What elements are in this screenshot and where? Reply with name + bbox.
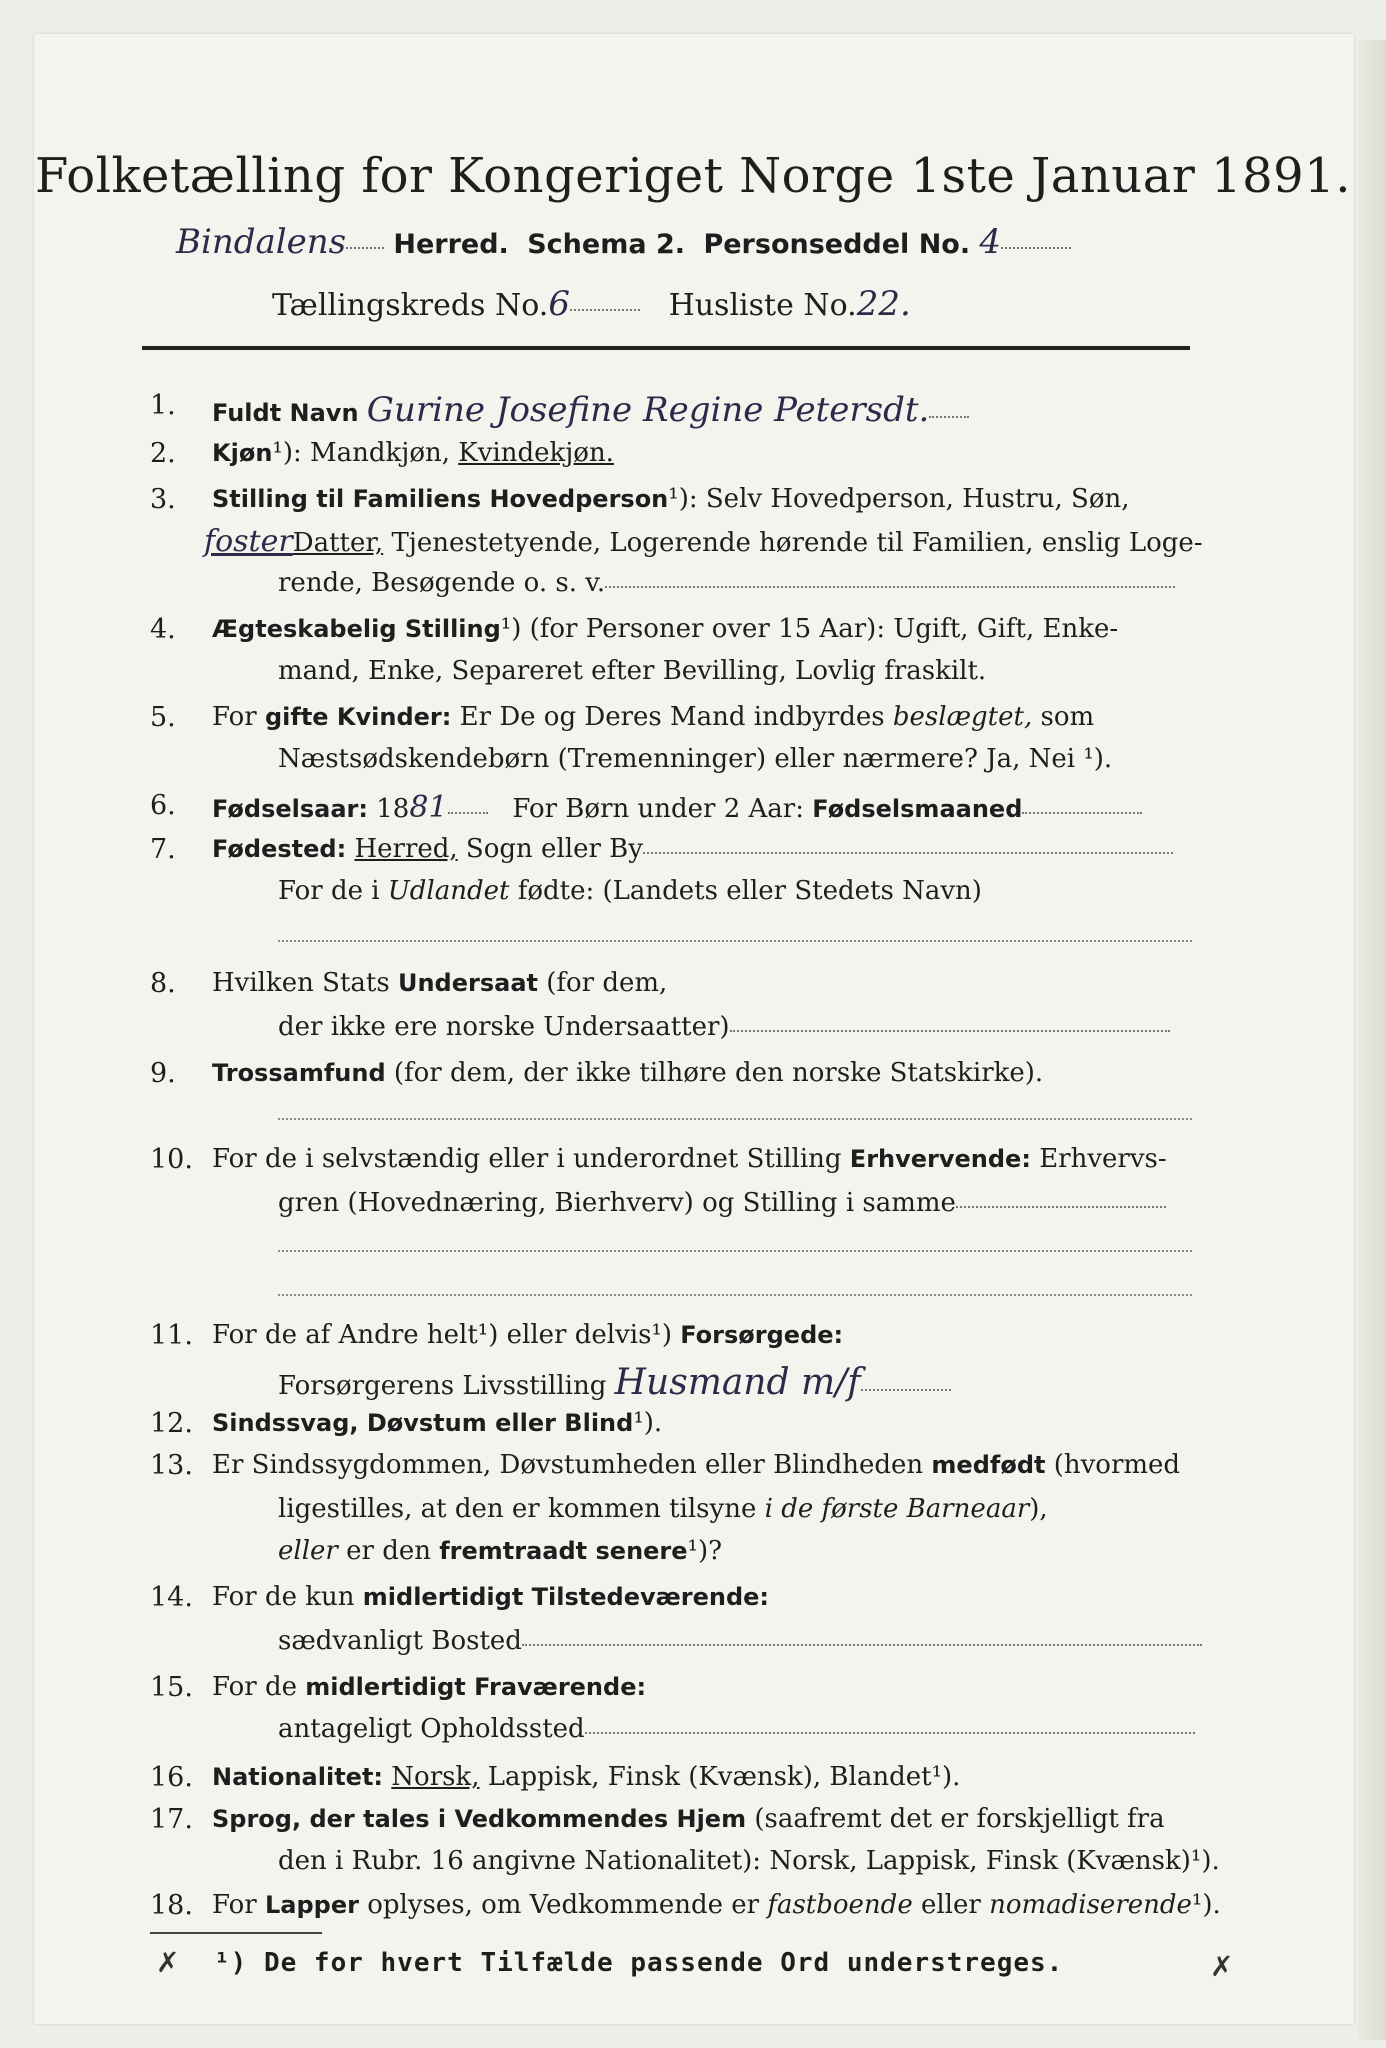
full-name-value[interactable]: Gurine Josefine Regine Petersdt. xyxy=(366,390,930,430)
item-5-line2: Næstsødskendebørn (Tremenninger) eller nærmere? Ja, Nei ¹). xyxy=(278,744,1113,774)
item-4-line2: mand, Enke, Separeret efter Bevilling, Lovlig fraskilt. xyxy=(278,656,987,686)
item-number: 10. xyxy=(150,1144,193,1175)
item-18: For Lapper oplyses, om Vedkommende er fastboende eller nomadiserende¹). xyxy=(212,1890,1221,1920)
sex-selected[interactable]: Kvindekjøn. xyxy=(458,438,614,468)
blank-line[interactable] xyxy=(278,1294,1192,1296)
birthplace-selected[interactable]: Herred, xyxy=(354,834,458,864)
item-15-line2: antageligt Opholdssted xyxy=(278,1714,1195,1744)
footnote: ¹) De for hvert Tilfælde passende Ord understreges. xyxy=(214,1948,1064,1978)
item-11: For de af Andre helt¹) eller delvis¹) Forsørgede: xyxy=(212,1320,844,1350)
item-number: 7. xyxy=(150,834,176,865)
header-rule xyxy=(142,346,1190,350)
religion-label: Trossamfund xyxy=(212,1059,386,1087)
item-7: Fødested: Herred, Sogn eller By xyxy=(212,834,1173,864)
item-number: 1. xyxy=(150,390,176,421)
item-3: Stilling til Familiens Hovedperson¹): Selv Hovedperson, Hustru, Søn, xyxy=(212,484,1130,514)
form-title: Folketælling for Kongeriget Norge 1ste Januar 1891. xyxy=(35,148,1351,204)
item-8-line2: der ikke ere norske Undersaatter) xyxy=(278,1012,1170,1042)
item-16: Nationalitet: Norsk, Lappisk, Finsk (Kvænsk), Blandet¹). xyxy=(212,1762,961,1792)
item-1 xyxy=(212,390,969,430)
kreds-line xyxy=(272,284,911,324)
item-7-line2: For de i Udlandet fødte: (Landets eller Stedets Navn) xyxy=(278,876,982,906)
language-label: Sprog, der tales i Vedkommendes Hjem xyxy=(212,1805,747,1833)
item-number: 12. xyxy=(150,1408,193,1439)
item-number: 15. xyxy=(150,1672,193,1703)
item-13-line3: eller er den fremtraadt senere¹)? xyxy=(278,1536,723,1566)
birthplace-label: Fødested: xyxy=(212,835,347,863)
schema-label: Schema 2. xyxy=(527,229,686,260)
item-number: 18. xyxy=(150,1890,193,1921)
item-4: Ægteskabelig Stilling¹) (for Personer over 15 Aar): Ugift, Gift, Enke- xyxy=(212,614,1119,644)
kreds-value[interactable]: 6 xyxy=(548,284,570,324)
item-3-line3: rende, Besøgende o. s. v. xyxy=(278,568,1175,598)
herred-value[interactable]: Bindalens xyxy=(176,222,347,262)
supporter-occupation-value[interactable]: Husmand m/f xyxy=(614,1362,861,1403)
birth-month-label: Fødselsmaaned xyxy=(812,795,1023,823)
item-number: 3. xyxy=(150,484,176,515)
citizenship-label: Undersaat xyxy=(397,969,538,997)
item-10: For de i selvstændig eller i underordnet Stilling Erhvervende: Erhvervs- xyxy=(212,1144,1167,1174)
nationality-selected[interactable]: Norsk, xyxy=(391,1762,480,1792)
nationality-label: Nationalitet: xyxy=(212,1763,384,1791)
personseddel-value[interactable]: 4 xyxy=(979,222,1001,262)
item-17-line2: den i Rubr. 16 angivne Nationalitet): Norsk, Lappisk, Finsk (Kvænsk)¹). xyxy=(278,1846,1220,1876)
item-17: Sprog, der tales i Vedkommendes Hjem (saafremt det er forskjelligt fra xyxy=(212,1804,1165,1834)
temporary-absent-label: midlertidigt Fraværende: xyxy=(305,1673,647,1701)
item-number: 6. xyxy=(150,790,176,821)
kreds-label: Tællingskreds No. xyxy=(272,288,549,323)
blank-line[interactable] xyxy=(278,1118,1192,1120)
pencil-mark-icon: ✗ xyxy=(156,1946,180,1979)
item-number: 4. xyxy=(150,614,176,645)
item-6: Fødselsaar: 1881 For Børn under 2 Aar: Fødselsmaaned xyxy=(212,790,1142,825)
personseddel-label: Personseddel No. xyxy=(703,229,971,260)
item-5: For gifte Kvinder: Er De og Deres Mand indbyrdes beslægtet, som xyxy=(212,702,1095,732)
item-number: 9. xyxy=(150,1058,176,1089)
item-10-line2: gren (Hovednæring, Bierhverv) og Stilling i samme xyxy=(278,1188,1166,1218)
birth-year-value[interactable]: 81 xyxy=(409,790,448,825)
item-13-line2: ligestilles, at den er kommen tilsyne i de første Barneaar), xyxy=(278,1494,1048,1524)
congenital-label: medfødt xyxy=(931,1451,1046,1479)
item-8: Hvilken Stats Undersaat (for dem, xyxy=(212,968,668,998)
temporary-present-label: midlertidigt Tilstedeværende: xyxy=(362,1583,770,1611)
family-position-label: Stilling til Familiens Hovedperson xyxy=(212,485,669,513)
full-name-label: Fuldt Navn xyxy=(212,399,359,427)
blank-line[interactable] xyxy=(278,1250,1192,1252)
item-15: For de midlertidigt Fraværende: xyxy=(212,1672,647,1702)
item-13: Er Sindssygdommen, Døvstumheden eller Blindheden medfødt (hvormed xyxy=(212,1450,1181,1480)
occupation-label: Erhvervende: xyxy=(849,1145,1031,1173)
pencil-mark-icon: ✗ xyxy=(1210,1950,1234,1983)
item-2: Kjøn¹): Mandkjøn, Kvindekjøn. xyxy=(212,438,614,468)
herred-line xyxy=(176,222,1071,262)
item-14-line2: sædvanligt Bosted xyxy=(278,1626,1202,1656)
item-14: For de kun midlertidigt Tilstedeværende: xyxy=(212,1582,770,1612)
footnote-rule xyxy=(150,1932,322,1934)
birth-year-label: Fødselsaar: xyxy=(212,795,368,823)
disability-label: Sindssvag, Døvstum eller Blind xyxy=(212,1409,634,1437)
sex-label: Kjøn xyxy=(212,439,273,467)
item-3-line2: fosterDatter, Tjenestetyende, Logerende hørende til Familien, enslig Loge- xyxy=(204,524,1203,559)
husliste-label: Husliste No. xyxy=(668,288,857,323)
item-12: Sindssvag, Døvstum eller Blind¹). xyxy=(212,1408,663,1438)
lapps-label: Lapper xyxy=(264,1891,359,1919)
page-edge xyxy=(1358,40,1386,2040)
item-number: 11. xyxy=(150,1320,193,1351)
blank-line[interactable] xyxy=(278,940,1192,942)
item-9: Trossamfund (for dem, der ikke tilhøre den norske Statskirke). xyxy=(212,1058,1044,1088)
item-11-line2: Forsørgerens Livsstilling Husmand m/f xyxy=(278,1362,951,1403)
husliste-value[interactable]: 22. xyxy=(856,284,911,324)
item-number: 13. xyxy=(150,1450,193,1481)
marital-label: Ægteskabelig Stilling xyxy=(212,615,501,643)
married-women-label: gifte Kvinder: xyxy=(264,703,452,731)
item-number: 2. xyxy=(150,438,176,469)
item-number: 17. xyxy=(150,1804,193,1835)
item-number: 8. xyxy=(150,968,176,999)
family-position-value[interactable]: foster xyxy=(204,524,293,559)
item-number: 5. xyxy=(150,702,176,733)
item-number: 14. xyxy=(150,1582,193,1613)
item-number: 16. xyxy=(150,1762,193,1793)
supported-label: Forsørgede: xyxy=(680,1321,844,1349)
herred-label: Herred. xyxy=(393,229,509,260)
